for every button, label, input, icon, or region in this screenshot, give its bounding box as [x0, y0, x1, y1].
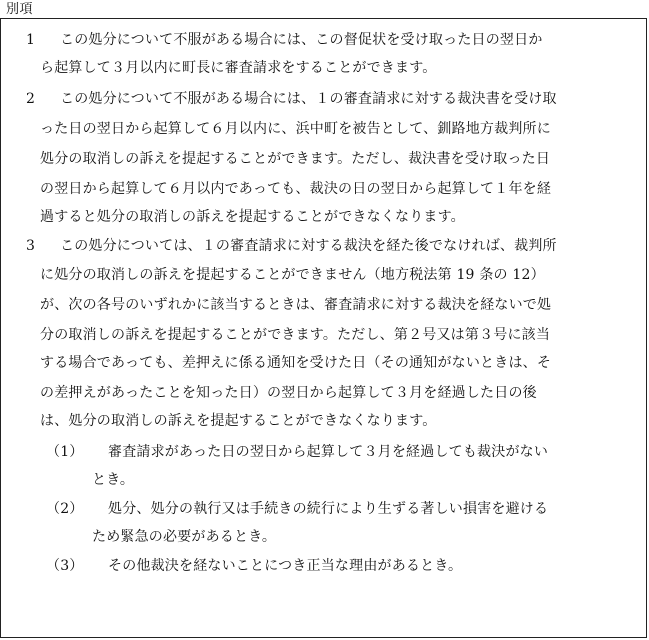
paragraph-2-line-3: 処分の取消しの訴えを提起することができます。ただし、裁決書を受け取った日 [40, 151, 551, 167]
paragraph-2-line-5: 過すると処分の取消しの訴えを提起することができなくなります。 [40, 209, 465, 225]
sub-item-1-number: （1） [46, 444, 84, 460]
paragraph-3-line-1 [26, 236, 557, 256]
paragraph-3-line-6: の差押えがあったことを知った日）の翌日から起算して３月を経過した日の後 [40, 385, 537, 401]
sub-item-2-line-1 [46, 499, 548, 519]
sub-item-3-text: その他裁決を経ないことにつき正当な理由があるとき。 [108, 558, 463, 574]
sub-item-1-text: 審査請求があった日の翌日から起算して３月を経過しても裁決がない [108, 444, 549, 460]
paragraph-3-line-5: する場合であっても、差押えに係る通知を受けた日（その通知がないときは、そ [40, 355, 552, 371]
paragraph-1-number: 1 [26, 32, 36, 48]
paragraph-1-line-2: ら起算して３月以内に町長に審査請求をすることができます。 [40, 60, 437, 76]
sub-item-3-line-1 [46, 556, 462, 576]
paragraph-2-line-1 [26, 89, 557, 109]
paragraph-2-line-4: の翌日から起算して６月以内であっても、裁決の日の翌日から起算して１年を経 [40, 181, 552, 197]
paragraph-3-text: この処分については、１の審査請求に対する裁決を経た後でなければ、裁判所 [60, 238, 557, 254]
sub-item-2-text: 処分、処分の執行又は手続きの続行により生ずる著しい損害を避ける [108, 501, 549, 517]
paragraph-3-line-7: は、処分の取消しの訴えを提起することができなくなります。 [40, 413, 437, 429]
paragraph-3-line-2: に処分の取消しの訴えを提起することができません（地方税法第 19 条の 12） [40, 267, 545, 283]
paragraph-3-number: 3 [26, 238, 36, 254]
sub-item-2-line-2: ため緊急の必要があるとき。 [92, 529, 277, 545]
paragraph-3-line-4: 分の取消しの訴えを提起することができます。ただし、第２号又は第３号に該当 [40, 327, 551, 343]
paragraph-1-line-1 [26, 30, 543, 50]
sub-item-2-number: （2） [46, 501, 84, 517]
paragraph-2-text: この処分について不服がある場合には、１の審査請求に対する裁決書を受け取 [60, 91, 557, 107]
page-heading: 別項 [6, 2, 34, 17]
sub-item-3-number: （3） [46, 558, 84, 574]
paragraph-2-line-2: った日の翌日から起算して６月以内に、浜中町を被告として、釧路地方裁判所に [40, 121, 551, 137]
sub-item-1-line-2: とき。 [92, 472, 135, 488]
paragraph-3-line-3: が、次の各号のいずれかに該当するときは、審査請求に対する裁決を経ないで処 [40, 297, 552, 313]
sub-item-1-line-1 [46, 442, 548, 462]
paragraph-2-number: 2 [26, 91, 36, 107]
paragraph-1-text: この処分について不服がある場合には、この督促状を受け取った日の翌日か [60, 32, 543, 48]
